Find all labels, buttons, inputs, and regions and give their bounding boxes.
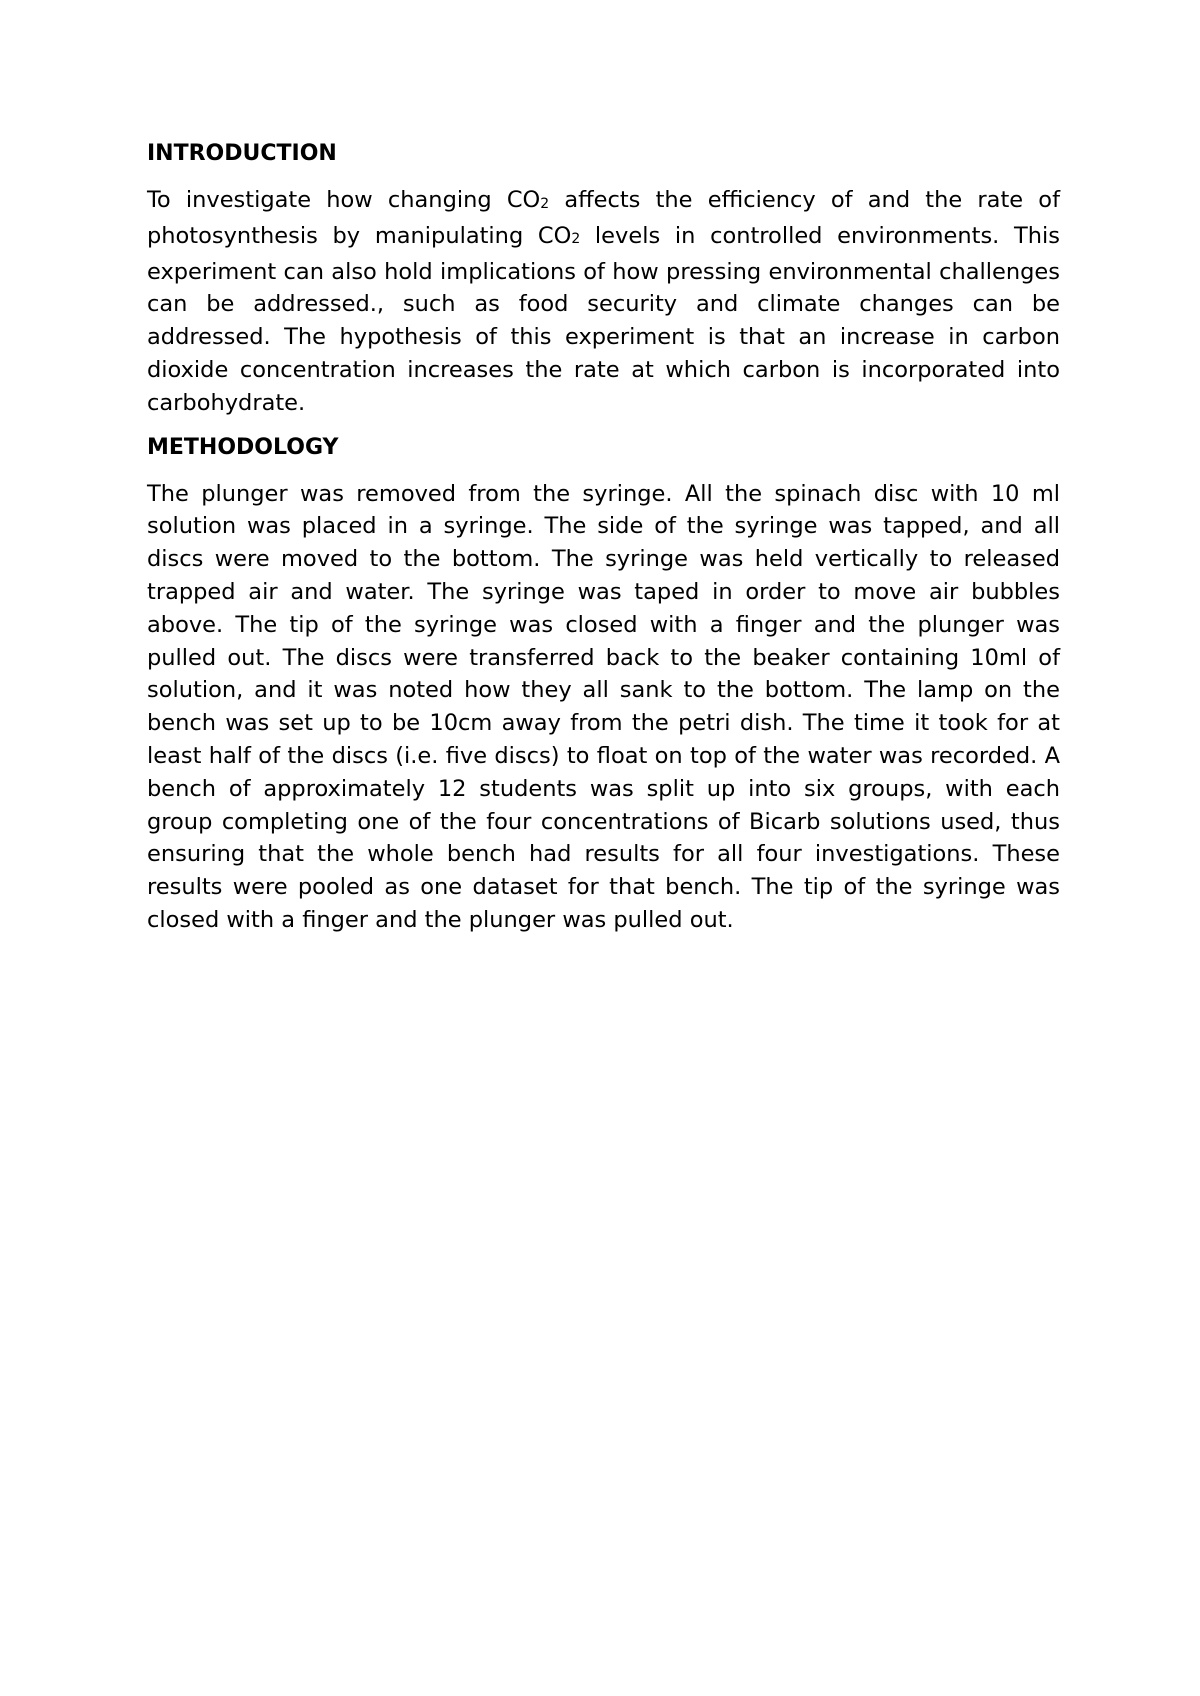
document-page — [147, 138, 1060, 949]
intro-text-part1: To investigate how changing CO — [147, 187, 541, 213]
intro-text-part3: levels in controlled environments. This experiment can also hold implications of how pressing environmental challenges can be addressed., such as food security and climate changes can be addressed. The hypothesis of this experiment is that an increase in carbon dioxide concentration increases the rate at which carbon is incorporated into carbohydrate. — [147, 222, 1060, 416]
intro-text-part2: affects the efficiency of and the rate of photosynthesis by manipulating CO — [147, 187, 1060, 249]
co2-subscript: 2 — [540, 195, 550, 212]
methodology-heading: METHODOLOGY — [147, 434, 339, 460]
methodology-paragraph: The plunger was removed from the syringe. All the spinach disc with 10 ml solution was placed in a syringe. The side of the syringe was tapped, and all discs were moved to the bottom. The syringe was held vertically to released trapped air and water. The syringe was taped in order to move air bubbles above. The tip of the syringe was closed with a finger and the plunger was pulled out. The discs were transferred back to the beaker containing 10ml of solution, and it was noted how they all sank to the bottom. The lamp on the bench was set up to be 10cm away from the petri dish. The time it took for at least half of the discs (i.e. five discs) to float on top of the water was recorded. A bench of approximately 12 students was split up into six groups, with each group completing one of the four concentrations of Bicarb solutions used, thus ensuring that the whole bench had results for all four investigations. These results were pooled as one dataset for that bench. The tip of the syringe was closed with a finger and the plunger was pulled out. — [147, 480, 1060, 933]
introduction-heading: INTRODUCTION — [147, 141, 337, 166]
introduction-paragraph — [147, 184, 1060, 420]
co2-subscript: 2 — [571, 231, 581, 248]
